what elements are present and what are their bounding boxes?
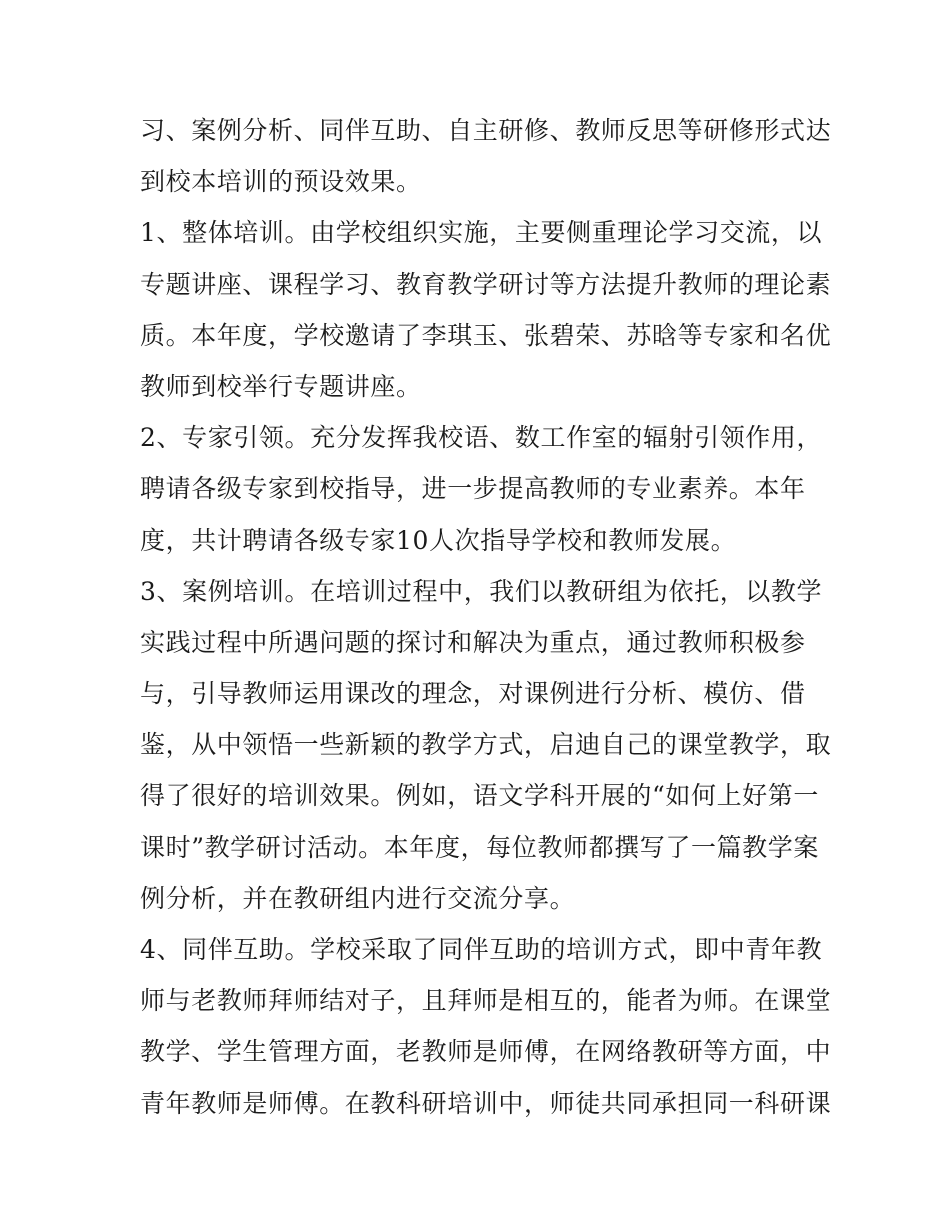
text-line: 与，引导教师运用课改的理念，对课例进行分析、模仿、借: [140, 679, 806, 709]
text-line: 聘请各级专家到校指导，进一步提高教师的专业素养。本年: [140, 474, 806, 504]
text-line: 2、专家引领。充分发挥我校语、数工作室的辐射引领作用，: [140, 423, 823, 453]
text-line: 例分析，并在教研组内进行交流分享。: [140, 883, 576, 913]
body-text: [140, 105, 832, 1129]
text-line: 教师到校举行专题讲座。: [140, 371, 422, 401]
text-line: 青年教师是师傅。在教科研培训中，师徒共同承担同一科研课: [140, 1088, 832, 1118]
text-line: 得了很好的培训效果。例如，语文学科开展的“如何上好第一: [140, 781, 819, 811]
text-line: 质。本年度，学校邀请了李琪玉、张碧荣、苏晗等专家和名优: [140, 320, 832, 350]
text-line: 到校本培训的预设效果。: [140, 167, 422, 197]
text-line: 度，共计聘请各级专家10人次指导学校和教师发展。: [140, 525, 737, 555]
text-line: 3、案例培训。在培训过程中，我们以教研组为依托，以教学: [140, 576, 823, 606]
text-line: 1、整体培训。由学校组织实施，主要侧重理论学习交流，以: [140, 218, 823, 248]
text-line: 课时”教学研讨活动。本年度，每位教师都撰写了一篇教学案: [140, 832, 819, 862]
text-line: 师与老教师拜师结对子，且拜师是相互的，能者为师。在课堂: [140, 986, 832, 1016]
text-line: 专题讲座、课程学习、教育教学研讨等方法提升教师的理论素: [140, 269, 832, 299]
text-line: 实践过程中所遇问题的探讨和解决为重点，通过教师积极参: [140, 627, 806, 657]
text-line: 4、同伴互助。学校采取了同伴互助的培训方式，即中青年教: [140, 935, 823, 964]
text-line: 鉴，从中领悟一些新颖的教学方式，启迪自己的课堂教学，取: [140, 730, 832, 760]
text-line: 习、案例分析、同伴互助、自主研修、教师反思等研修形式达: [140, 116, 832, 145]
text-line: 教学、学生管理方面，老教师是师傅，在网络教研等方面，中: [140, 1037, 832, 1067]
